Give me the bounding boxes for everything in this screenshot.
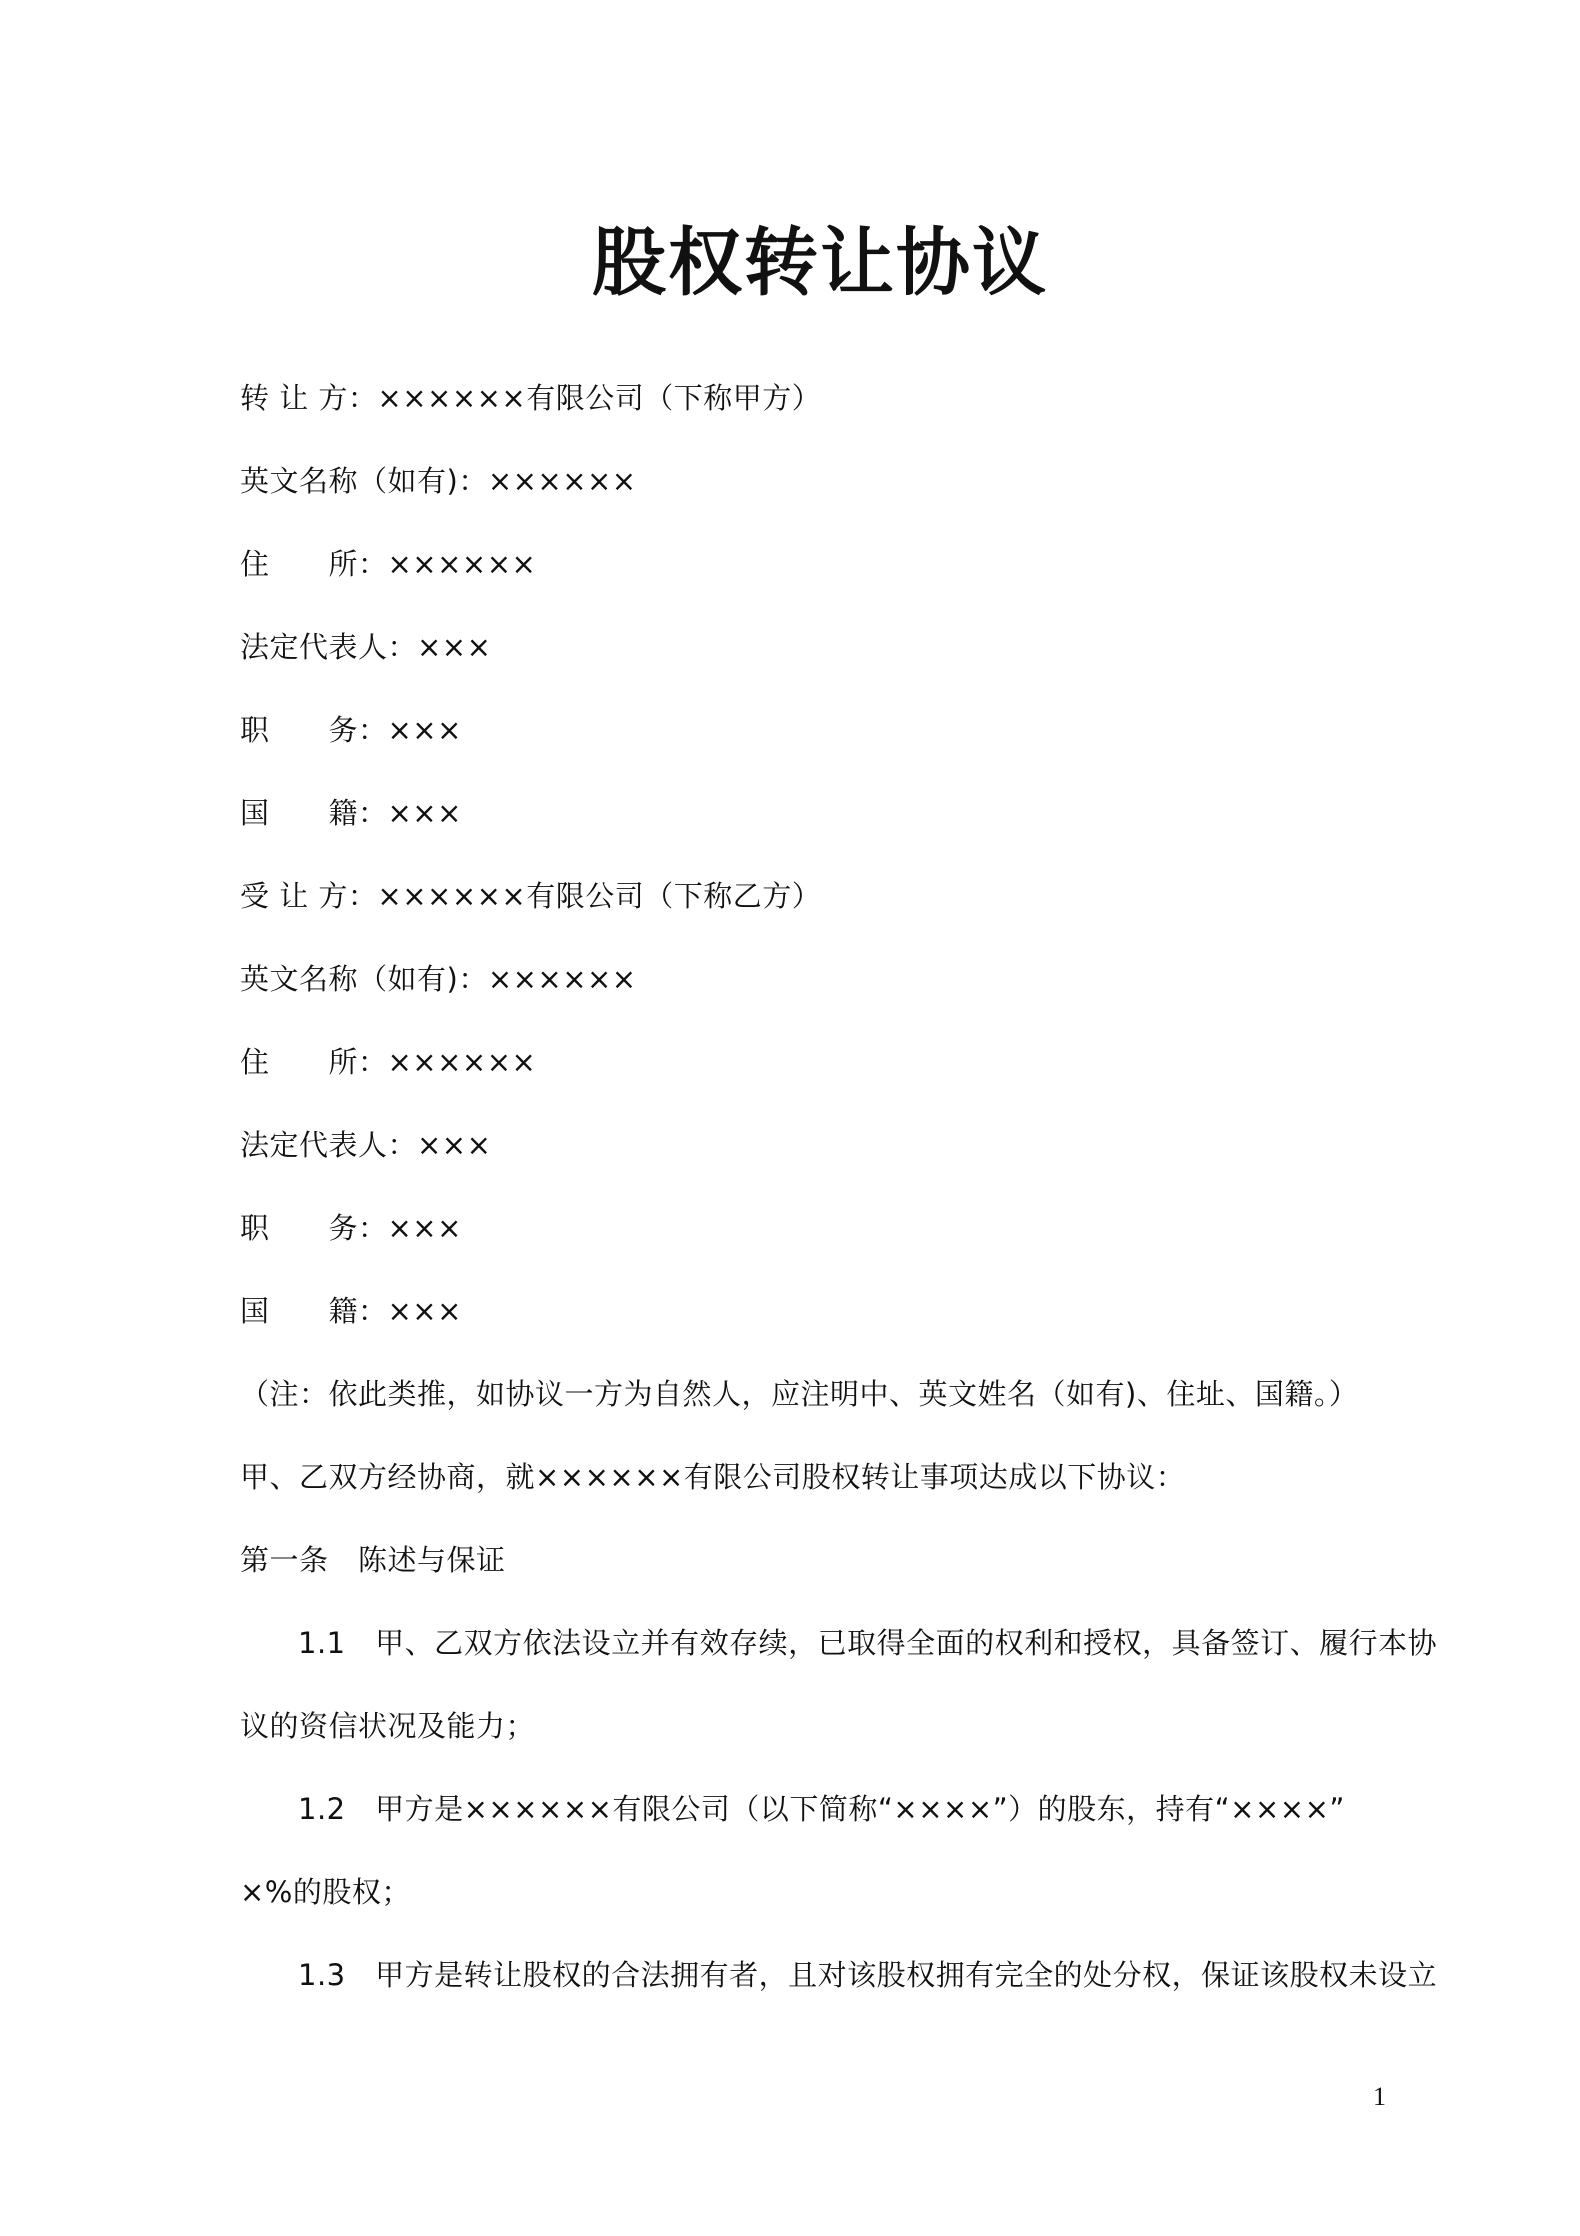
preamble-line: 甲、乙双方经协商，就××××××有限公司股权转让事项达成以下协议： (240, 1460, 1186, 1494)
clause-1-2-line-2: ×%的股权； (240, 1875, 411, 1909)
page-number: 1 (1373, 2082, 1386, 2111)
transferee-position-line: 职 务：××× (240, 1211, 462, 1245)
clause-1-2-line-1: 1.2 甲方是××××××有限公司（以下简称“××××”）的股东，持有“××××” (298, 1792, 1345, 1826)
clause-1-1-line-1: 1.1 甲、乙双方依法设立并有效存续，已取得全面的权利和授权，具备签订、履行本协 (298, 1626, 1438, 1660)
transferor-legal-rep-line: 法定代表人：××× (240, 630, 492, 664)
transferor-address-line: 住 所：×××××× (240, 547, 537, 581)
transferee-address-line: 住 所：×××××× (240, 1045, 537, 1079)
transferee-legal-rep-line: 法定代表人：××× (240, 1128, 492, 1162)
clause-1-1-line-2: 议的资信状况及能力； (240, 1709, 536, 1743)
transferee-english-name-line: 英文名称（如有)：×××××× (240, 962, 637, 996)
clause-1-3-line-1: 1.3 甲方是转让股权的合法拥有者，且对该股权拥有完全的处分权，保证该股权未设立 (298, 1958, 1438, 1992)
document-title: 股权转让协议 (592, 220, 1048, 306)
note-line: （注：依此类推，如协议一方为自然人，应注明中、英文姓名（如有)、住址、国籍。） (240, 1377, 1359, 1411)
transferee-nationality-line: 国 籍：××× (240, 1294, 462, 1328)
transferor-english-name-line: 英文名称（如有)：×××××× (240, 464, 637, 498)
transferor-name-line: 转 让 方：××××××有限公司（下称甲方） (240, 381, 822, 415)
transferor-position-line: 职 务：××× (240, 713, 462, 747)
transferee-name-line: 受 让 方：××××××有限公司（下称乙方） (240, 879, 822, 913)
transferor-nationality-line: 国 籍：××× (240, 796, 462, 830)
article-1-heading: 第一条 陈述与保证 (240, 1543, 506, 1577)
